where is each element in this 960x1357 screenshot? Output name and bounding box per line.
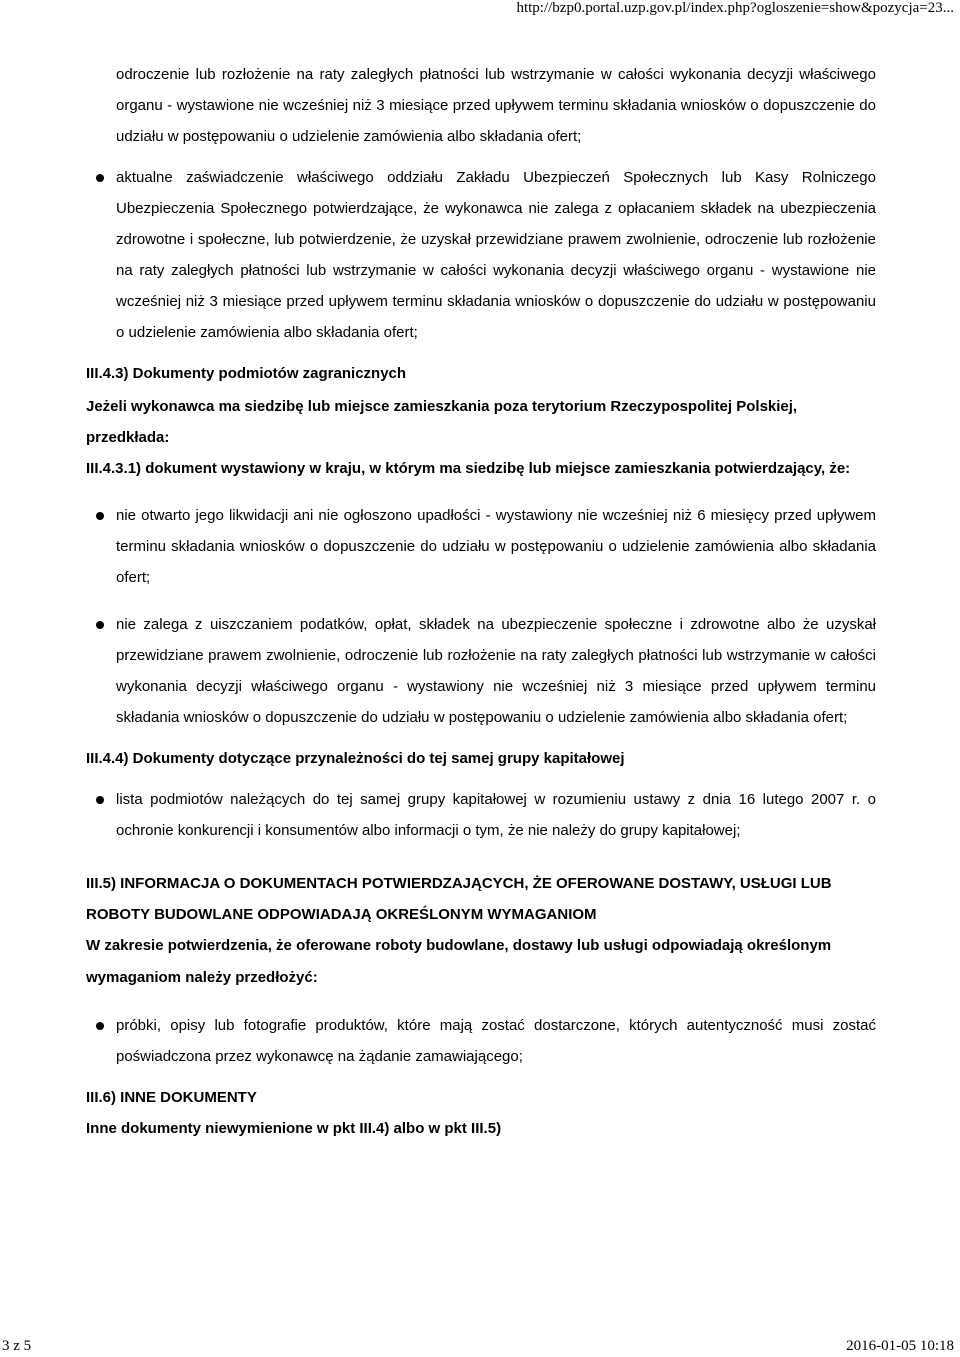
list-item-bankruptcy: [86, 500, 876, 593]
bullet-icon: [96, 796, 104, 804]
section-heading-iii-4-3: III.4.3) Dokumenty podmiotów zagranicznych: [86, 365, 407, 382]
list-item-capital-group: [86, 784, 876, 846]
bullet-icon: [96, 1022, 104, 1030]
section-intro-other-documents: Inne dokumenty niewymienione w pkt III.4) albo w pkt III.5): [86, 1120, 502, 1137]
list-item-text: nie otwarto jego likwidacji ani nie ogłoszono upadłości - wystawiony nie wcześniej niż 6 miesięcy przed upływem terminu składania wniosków o dopuszczenie do udziału w postępowaniu o udzielenie zamówienia albo składania ofert;: [116, 507, 876, 586]
continuation-paragraph: odroczenie lub rozłożenie na raty zaległych płatności lub wstrzymanie w całości wykonania decyzji właściwego organu - wystawione nie wcześniej niż 3 miesiące przed upływem terminu składania wniosków o dopuszczenie do udziału w postępowaniu o udzielenie zamówienia albo składania ofert;: [116, 66, 876, 145]
section-heading-iii-4-4: III.4.4) Dokumenty dotyczące przynależności do tej samej grupy kapitałowej: [86, 750, 625, 767]
section-intro-foreign: Jeżeli wykonawca ma siedzibę lub miejsce zamieszkania poza terytorium Rzeczypospolitej Polskiej, przedkłada:: [86, 398, 798, 446]
section-heading-iii-6: III.6) INNE DOKUMENTY: [86, 1089, 257, 1106]
list-item-samples: [86, 1010, 876, 1072]
list-item-taxes: [86, 609, 876, 733]
bullet-icon: [96, 174, 104, 182]
list-item-zus-certificate: [86, 162, 876, 348]
bullet-icon: [96, 621, 104, 629]
page-header-url: http://bzp0.portal.uzp.gov.pl/index.php?ogloszenie=show&pozycja=23...: [516, 0, 954, 16]
document-body: [86, 59, 876, 1145]
section-heading-iii-4-3-1: III.4.3.1) dokument wystawiony w kraju, w którym ma siedzibę lub miejsce zamieszkania potwierdzający, że:: [86, 460, 851, 477]
list-item-text: lista podmiotów należących do tej samej grupy kapitałowej w rozumieniu ustawy z dnia 16 lutego 2007 r. o ochronie konkurencji i konsumentów albo informacji o tym, że nie należy do grupy kapitałowej;: [116, 791, 876, 839]
section-heading-iii-5: III.5) INFORMACJA O DOKUMENTACH POTWIERDZAJĄCYCH, ŻE OFEROWANE DOSTAWY, USŁUGI LUB ROBOTY BUDOWLANE ODPOWIADAJĄ OKREŚLONYM WYMAGANIOM: [86, 875, 832, 923]
section-intro-requirements: W zakresie potwierdzenia, że oferowane roboty budowlane, dostawy lub usługi odpowiadają określonym wymaganiom należy przedłożyć:: [86, 937, 832, 986]
bullet-icon: [96, 512, 104, 520]
page-number: 3 z 5: [2, 1338, 32, 1354]
print-datetime: 2016-01-05 10:18: [846, 1338, 954, 1354]
list-item-text: aktualne zaświadczenie właściwego oddziału Zakładu Ubezpieczeń Społecznych lub Kasy Rolniczego Ubezpieczenia Społecznego potwierdzające, że wykonawca nie zalega z opłacaniem składek na ubezpieczenia zdrowotne i społeczne, lub potwierdzenie, że uzyskał przewidziane prawem zwolnienie, odroczenie lub rozłożenie na raty zaległych płatności lub wstrzymanie w całości wykonania decyzji właściwego organu - wystawione nie wcześniej niż 3 miesiące przed upływem terminu składania wniosków o dopuszczenie do udziału w postępowaniu o udzielenie zamówienia albo składania ofert;: [116, 169, 876, 341]
list-item-text: nie zalega z uiszczaniem podatków, opłat, składek na ubezpieczenie społeczne i zdrowotne albo że uzyskał przewidziane prawem zwolnienie, odroczenie lub rozłożenie na raty zaległych płatności lub wstrzymanie w całości wykonania decyzji właściwego organu - wystawiony nie wcześniej niż 3 miesiące przed upływem terminu składania wniosków o dopuszczenie do udziału w postępowaniu o udzielenie zamówienia albo składania ofert;: [116, 616, 876, 726]
list-item-text: próbki, opisy lub fotografie produktów, które mają zostać dostarczone, których autentyczność musi zostać poświadczona przez wykonawcę na żądanie zamawiającego;: [116, 1017, 876, 1065]
